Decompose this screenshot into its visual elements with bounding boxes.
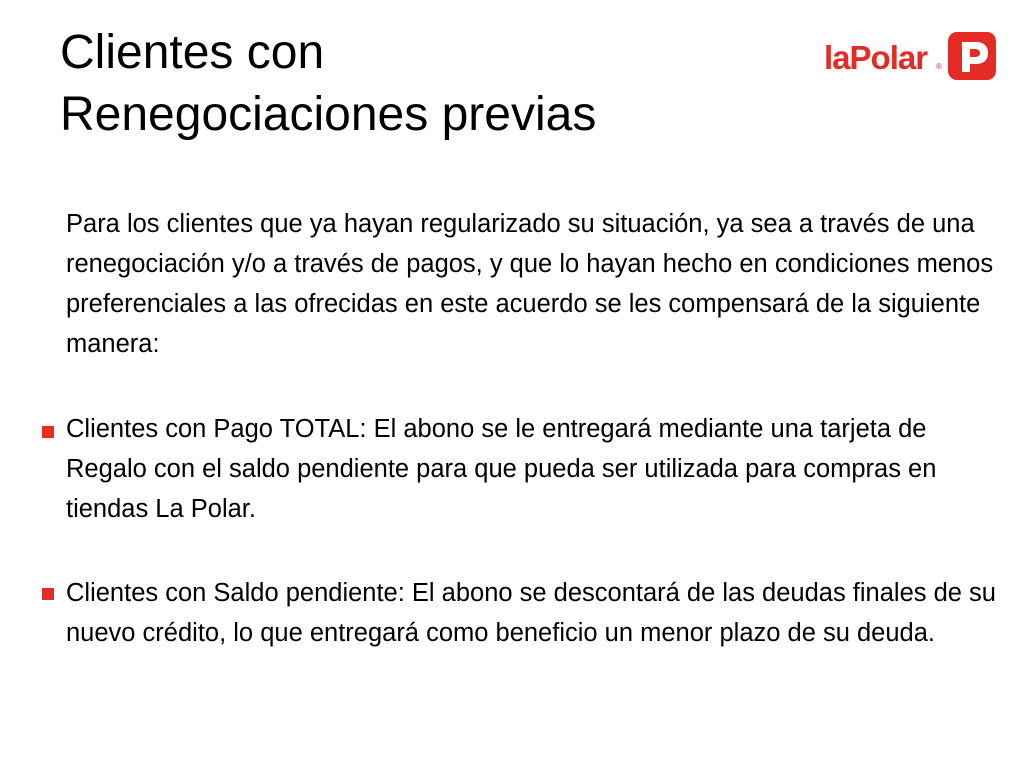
la-polar-p-logo-icon xyxy=(948,32,996,80)
la-polar-logo xyxy=(824,32,996,82)
bullet-marker xyxy=(42,426,54,438)
bullet-item-pago-total: Clientes con Pago TOTAL: El abono se le entregará mediante una tarjeta de Regalo con el saldo pendiente para que pueda ser utilizada para compras en tiendas La Polar. xyxy=(66,415,937,523)
logo-wordmark: laPolar xyxy=(824,39,928,76)
logo-registered-mark: ® xyxy=(936,62,942,71)
bullet-item-saldo-pendiente: Clientes con Saldo pendiente: El abono se descontará de las deudas finales de su nuevo crédito, lo que entregará como beneficio un menor plazo de su deuda. xyxy=(66,579,996,647)
intro-paragraph: Para los clientes que ya hayan regularizado su situación, ya sea a través de una renegociación y/o a través de pagos, y que lo hayan hecho en condiciones menos preferenciales a las ofrecidas en este acuerdo se les compensará de la siguiente manera: xyxy=(66,210,994,358)
slide-title-line-1: Clientes con xyxy=(60,26,325,79)
slide-title xyxy=(60,22,780,146)
bullet-marker xyxy=(42,588,54,600)
slide-title-line-2: Renegociaciones previas xyxy=(60,88,597,141)
